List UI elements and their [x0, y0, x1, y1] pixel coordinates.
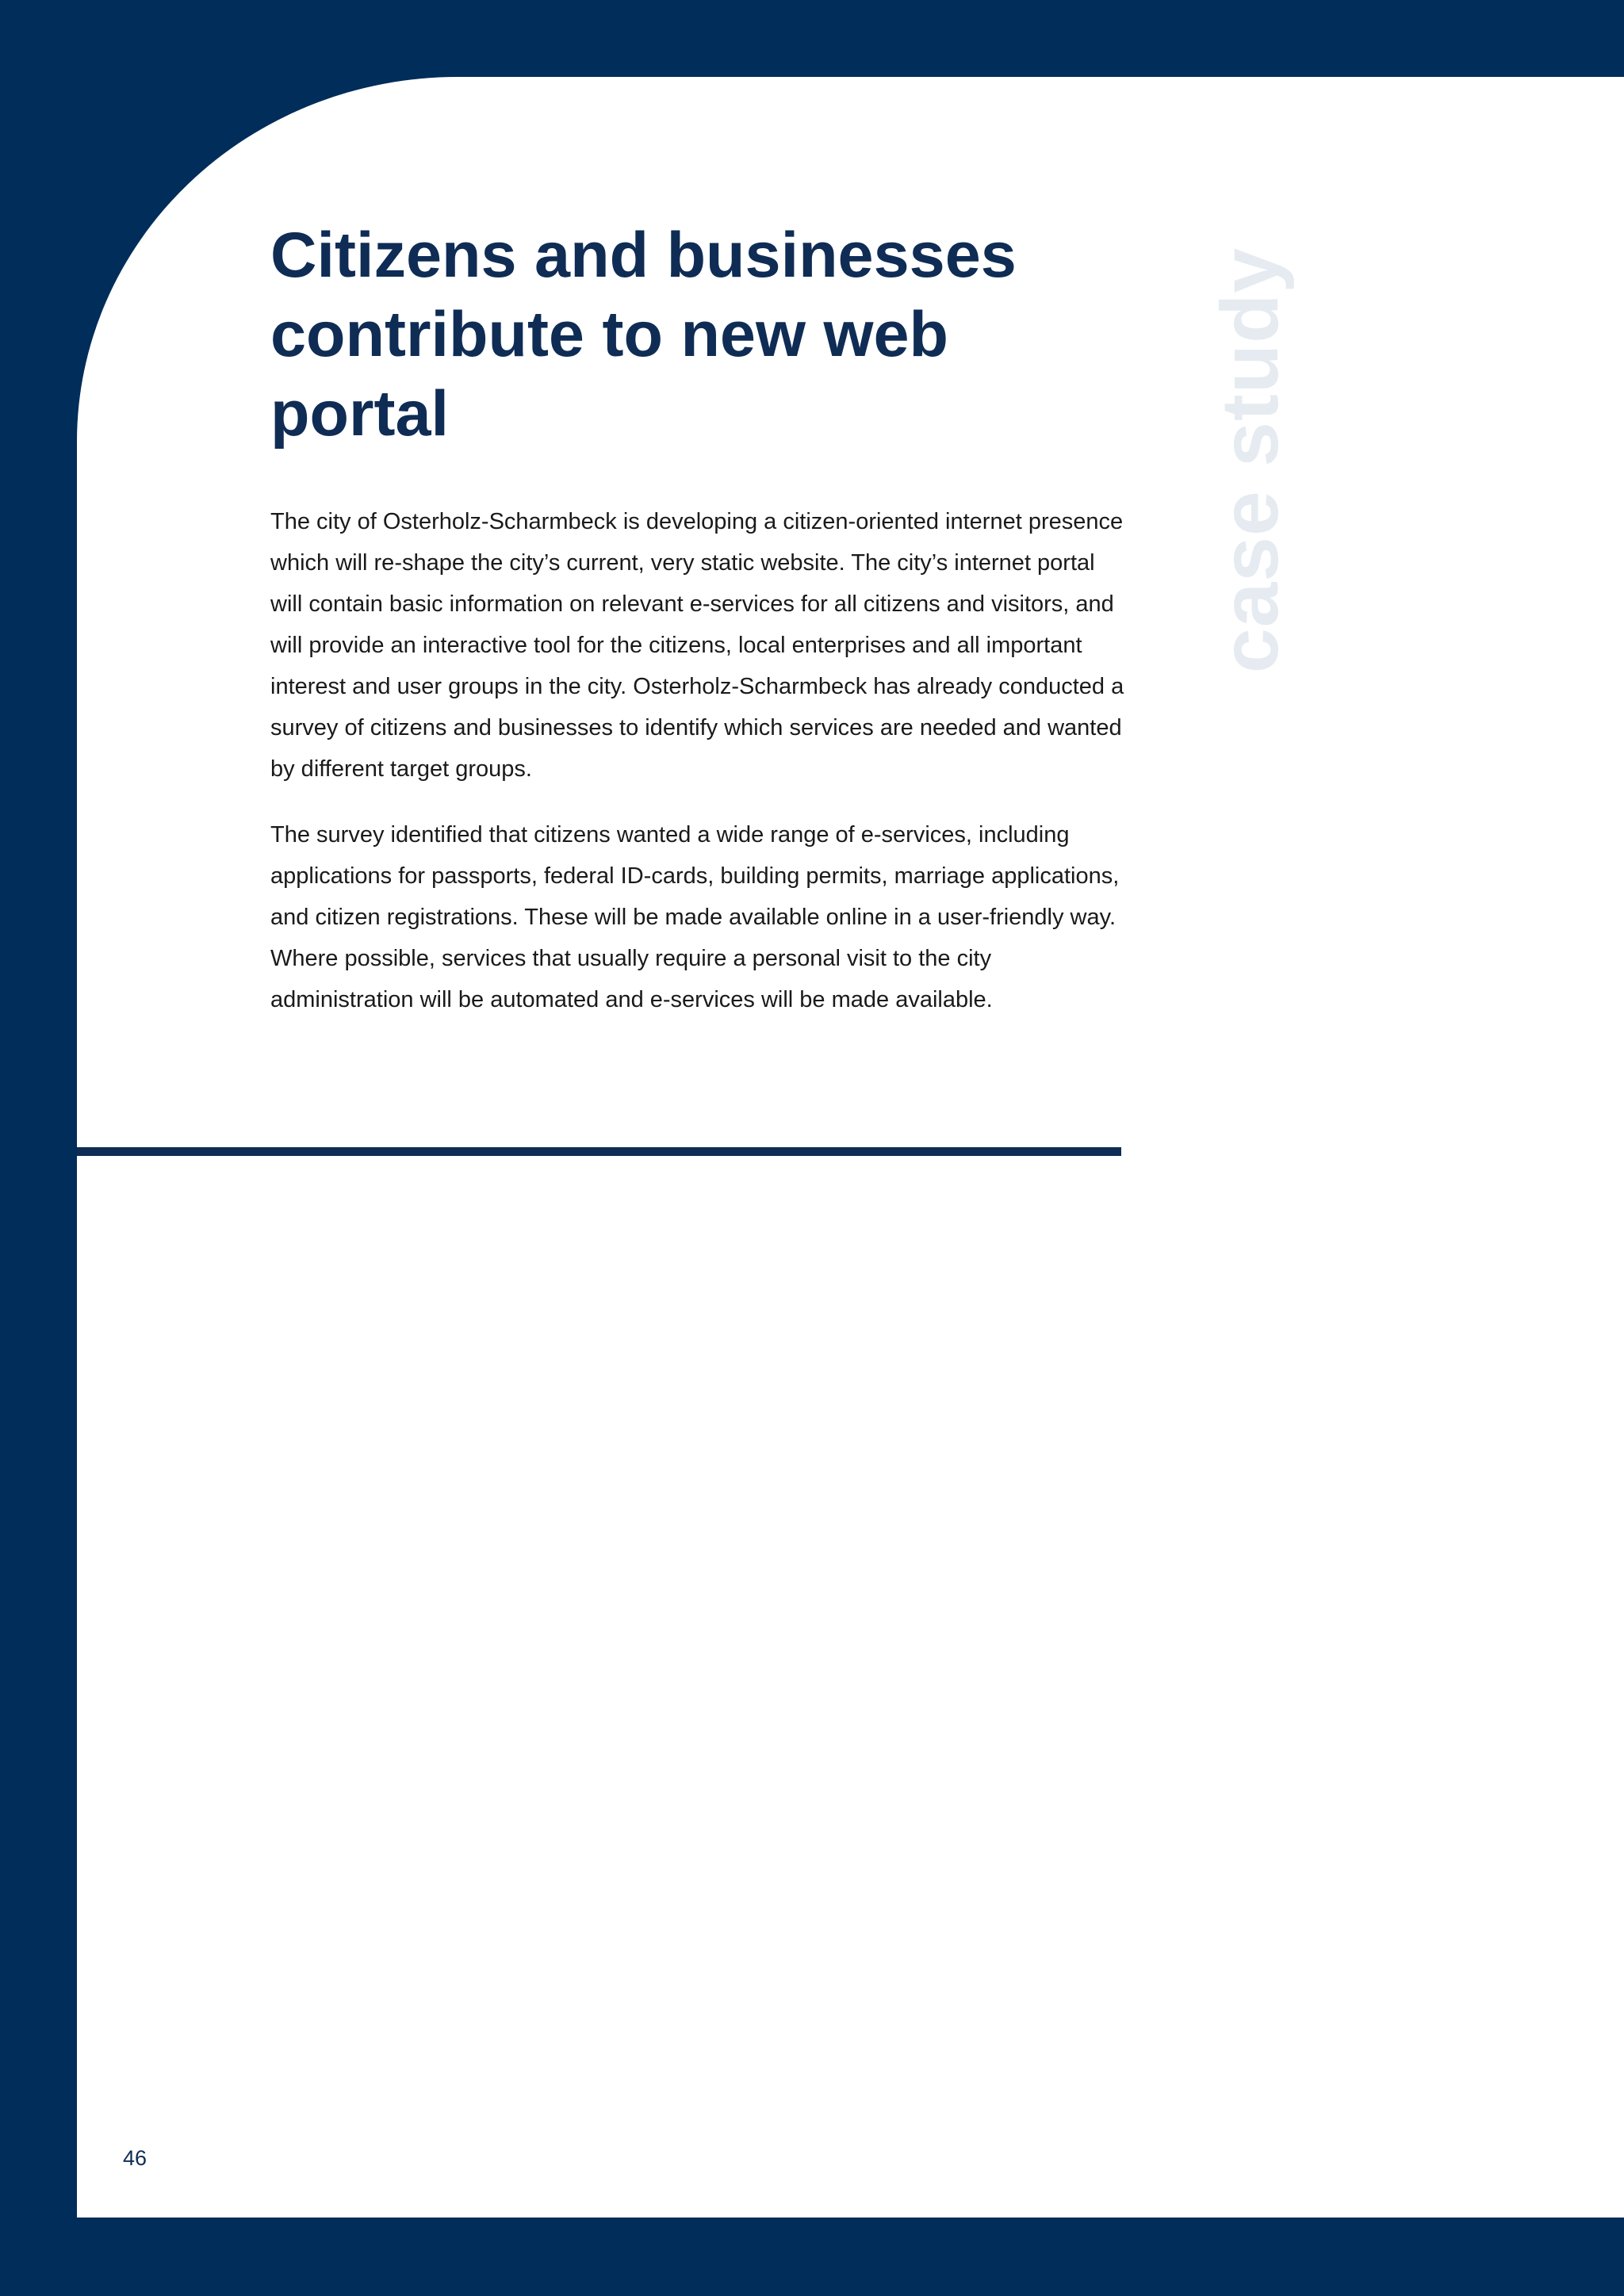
- article-body: [270, 501, 1127, 1045]
- page-number: 46: [123, 2146, 147, 2170]
- article-title: Citizens and businesses contribute to new web portal: [270, 220, 1017, 450]
- case-study-label-text: case study: [1205, 247, 1296, 673]
- section-divider: [77, 1147, 1121, 1156]
- article-paragraph: The city of Osterholz-Scharmbeck is developing a citizen-oriented internet presence which will re-shape the city’s current, very static website. The city’s internet portal will contain basic information on relevant e-services for all citizens and visitors, and will provide an interactive tool for the citizens, local enterprises and all important interest and user groups in the city. Osterholz-Scharmbeck has already conducted a survey of citizens and businesses to identify which services are needed and wanted by different target groups.: [270, 509, 1124, 782]
- article-paragraph: The survey identified that citizens wanted a wide range of e-services, including applications for passports, federal ID-cards, building permits, marriage applications, and citizen registrations. These will be made available online in a user-friendly way. Where possible, services that usually require a personal visit to the city administration will be automated and e-services will be made available.: [270, 822, 1120, 1012]
